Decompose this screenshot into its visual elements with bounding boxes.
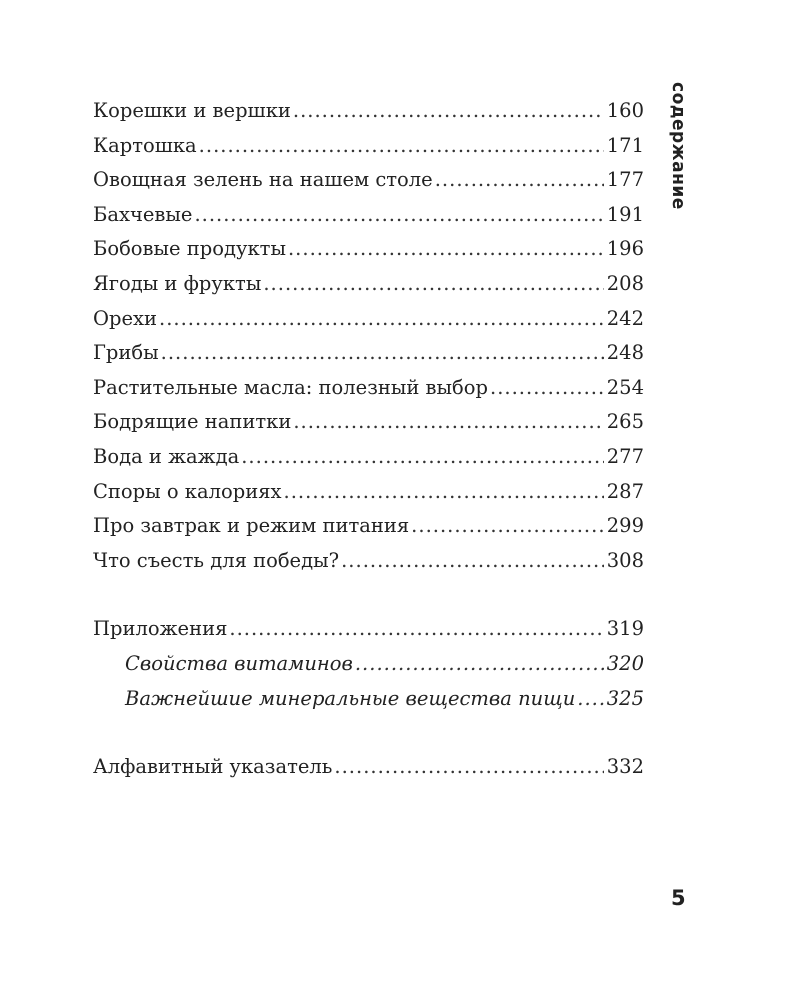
toc-entry-page: 254: [606, 375, 644, 399]
toc-subentry-title: Свойства витаминов: [125, 651, 353, 675]
toc-entry[interactable]: [93, 410, 644, 445]
toc-entry-page: 160: [606, 99, 644, 122]
toc-entry-page: 287: [606, 479, 644, 503]
toc-entry[interactable]: [93, 307, 644, 342]
toc-entry-page: 191: [606, 202, 644, 226]
toc-entry-appendix[interactable]: [93, 617, 644, 652]
toc-entry-page: 177: [606, 168, 644, 192]
dot-leader: [194, 203, 603, 226]
toc-entry-title: Алфавитный указатель: [93, 755, 333, 779]
toc-entry-page: 196: [606, 237, 644, 261]
toc-entry-title: Что съесть для победы?: [93, 548, 340, 572]
toc-subentry-page: 320: [606, 651, 644, 675]
toc-entry-title: Овощная зелень на нашем столе: [93, 168, 433, 192]
section-gap: [93, 583, 644, 617]
toc-entry-page: 319: [606, 617, 644, 641]
dot-leader: [490, 376, 604, 399]
toc-entry[interactable]: [93, 237, 644, 272]
toc-entry[interactable]: [93, 203, 644, 238]
toc-subentry-title: Важнейшие минеральные вещества пищи: [125, 686, 576, 710]
toc-entry-page: 248: [606, 341, 644, 365]
toc-entry-title: Ягоды и фрукты: [93, 271, 262, 295]
dot-leader: [199, 134, 604, 157]
toc-entry-title: Бобовые продукты: [93, 237, 286, 261]
toc-entry-title: Корешки и вершки: [93, 99, 291, 122]
toc-subentry[interactable]: [93, 687, 644, 722]
toc-entry[interactable]: [93, 99, 644, 134]
section-gap: [93, 721, 644, 755]
toc-entry[interactable]: [93, 445, 644, 480]
toc-entry[interactable]: [93, 272, 644, 307]
toc-entry-title: Бахчевые: [93, 202, 193, 226]
section-heading: содержание: [667, 82, 689, 210]
toc-entry-page: 332: [606, 755, 644, 779]
toc-entry-title: Орехи: [93, 306, 158, 330]
dot-leader: [293, 99, 604, 122]
dot-leader: [334, 755, 603, 778]
dot-leader: [293, 410, 603, 433]
toc-entry-title: Картошка: [93, 133, 197, 157]
dot-leader: [263, 272, 603, 295]
table-of-contents: [93, 99, 644, 790]
toc-entry-title: Вода и жажда: [93, 444, 240, 468]
toc-entry[interactable]: [93, 514, 644, 549]
toc-entry-title: Грибы: [93, 341, 159, 365]
dot-leader: [341, 549, 604, 572]
toc-entry[interactable]: [93, 341, 644, 376]
toc-entry-title: Растительные масла: полезный выбор: [93, 375, 489, 399]
toc-entry-page: 171: [606, 133, 644, 157]
toc-entry-page: 308: [606, 548, 644, 572]
dot-leader: [161, 341, 604, 364]
dot-leader: [229, 617, 603, 640]
dot-leader: [577, 687, 603, 710]
toc-entry-title: Приложения: [93, 617, 228, 641]
toc-entry-page: 208: [606, 271, 644, 295]
toc-entry[interactable]: [93, 549, 644, 584]
toc-entry[interactable]: [93, 134, 644, 169]
dot-leader: [284, 480, 604, 503]
dot-leader: [355, 652, 604, 675]
dot-leader: [288, 237, 604, 260]
dot-leader: [241, 445, 604, 468]
dot-leader: [159, 307, 604, 330]
toc-subentry[interactable]: [93, 652, 644, 687]
toc-entry-title: Про завтрак и режим питания: [93, 514, 410, 538]
toc-entry-page: 277: [606, 444, 644, 468]
toc-subentry-page: 325: [606, 686, 644, 710]
toc-entry-page: 299: [606, 514, 644, 538]
toc-entry[interactable]: [93, 480, 644, 515]
toc-entry[interactable]: [93, 376, 644, 411]
toc-entry[interactable]: [93, 168, 644, 203]
page-number: 5: [671, 886, 686, 910]
dot-leader: [435, 168, 604, 191]
toc-entry-page: 242: [606, 306, 644, 330]
toc-entry-page: 265: [606, 410, 644, 434]
dot-leader: [411, 514, 604, 537]
toc-entry-title: Споры о калориях: [93, 479, 282, 503]
toc-entry-title: Бодрящие напитки: [93, 410, 292, 434]
toc-entry-index[interactable]: [93, 755, 644, 790]
